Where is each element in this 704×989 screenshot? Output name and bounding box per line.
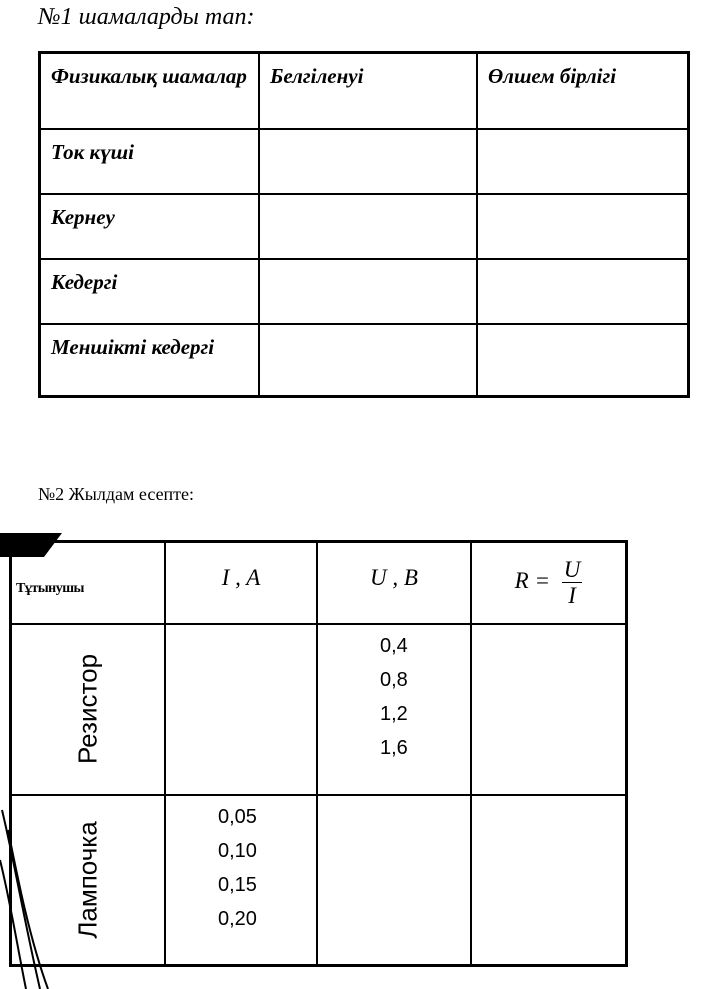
value: 1,6 bbox=[380, 736, 408, 759]
row-label: Кедергі bbox=[40, 259, 260, 324]
unit-cell[interactable] bbox=[477, 324, 689, 397]
voltage-cell[interactable] bbox=[317, 795, 471, 966]
voltage-cell bbox=[317, 624, 471, 795]
row-label: Ток күші bbox=[40, 129, 260, 194]
row-label: Кернеу bbox=[40, 194, 260, 259]
consumer-cell bbox=[11, 624, 166, 795]
current-cell[interactable] bbox=[165, 624, 317, 795]
symbol-cell[interactable] bbox=[259, 194, 477, 259]
table-row bbox=[40, 194, 689, 259]
current-values bbox=[166, 796, 316, 936]
table-row bbox=[11, 795, 627, 966]
table-header-row bbox=[11, 542, 627, 624]
resistance-formula bbox=[472, 543, 625, 609]
header-current bbox=[165, 542, 317, 624]
value: 0,10 bbox=[218, 839, 257, 862]
task1-title: №1 шамаларды тап: bbox=[38, 4, 255, 30]
value: 0,4 bbox=[380, 634, 408, 657]
symbol-cell[interactable] bbox=[259, 259, 477, 324]
calculation-table bbox=[9, 540, 628, 967]
consumer-label: Лампочка bbox=[72, 821, 103, 939]
unit-cell[interactable] bbox=[477, 129, 689, 194]
formula-lhs: R = bbox=[514, 568, 550, 594]
header-voltage-text: U , B bbox=[370, 565, 418, 590]
formula-denominator: I bbox=[568, 583, 576, 609]
formula-fraction bbox=[562, 557, 583, 609]
row-label: Меншікті кедергі bbox=[40, 324, 260, 397]
formula-numerator: U bbox=[563, 557, 581, 582]
curve-decoration bbox=[0, 800, 60, 989]
unit-cell[interactable] bbox=[477, 194, 689, 259]
unit-cell[interactable] bbox=[477, 259, 689, 324]
header-current-text: I , A bbox=[221, 565, 261, 590]
value: 0,05 bbox=[218, 805, 257, 828]
current-cell bbox=[165, 795, 317, 966]
header-quantity: Физикалық шамалар bbox=[40, 53, 260, 130]
symbol-cell[interactable] bbox=[259, 129, 477, 194]
table-row bbox=[40, 324, 689, 397]
value: 0,8 bbox=[380, 668, 408, 691]
resistance-cell[interactable] bbox=[471, 624, 627, 795]
voltage-values bbox=[318, 625, 470, 765]
resistance-cell[interactable] bbox=[471, 795, 627, 966]
header-voltage bbox=[317, 542, 471, 624]
table-header-row bbox=[40, 53, 689, 130]
quantities-table bbox=[38, 51, 690, 398]
value: 1,2 bbox=[380, 702, 408, 725]
value: 0,15 bbox=[218, 873, 257, 896]
header-consumer-text: Тұтынушы bbox=[16, 581, 84, 596]
consumer-label: Резистор bbox=[72, 653, 103, 765]
header-resistance bbox=[471, 542, 627, 624]
value: 0,20 bbox=[218, 907, 257, 930]
header-consumer bbox=[11, 542, 166, 624]
task2-title: №2 Жылдам есепте: bbox=[38, 484, 195, 504]
table-row bbox=[40, 259, 689, 324]
symbol-cell[interactable] bbox=[259, 324, 477, 397]
header-symbol: Белгіленуі bbox=[259, 53, 477, 130]
table-row bbox=[11, 624, 627, 795]
header-unit: Өлшем бірлігі bbox=[477, 53, 689, 130]
table-row bbox=[40, 129, 689, 194]
